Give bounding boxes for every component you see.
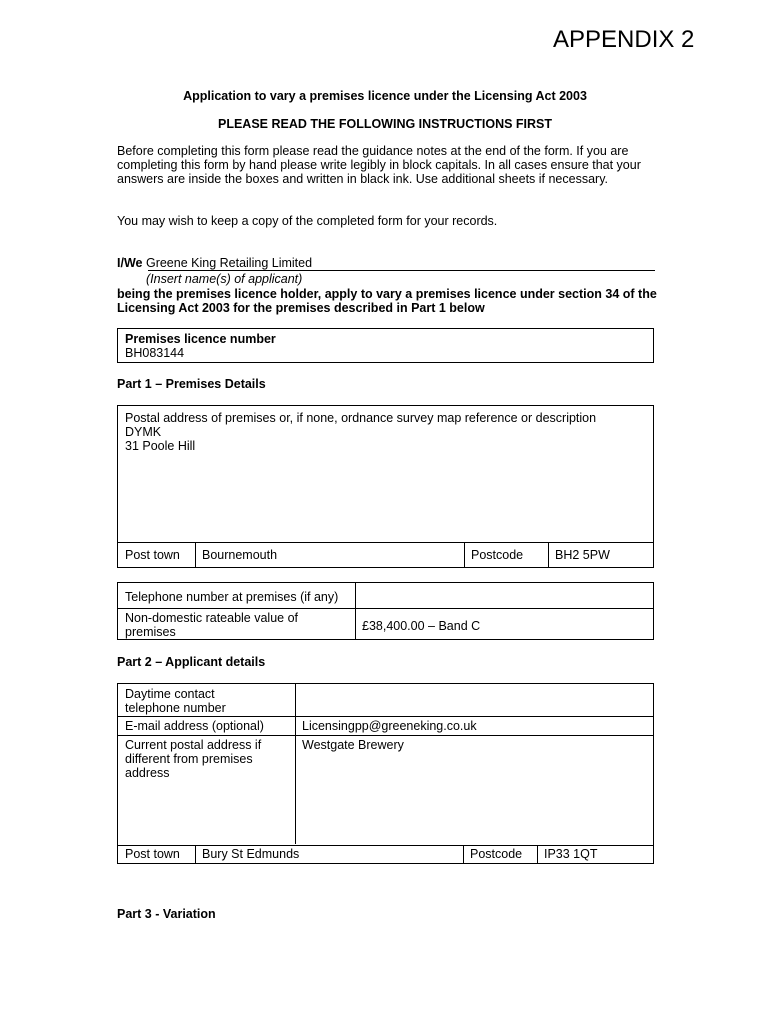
applicant-details-box [117,683,654,864]
applicant-postcode-label: Postcode [470,847,523,861]
part1-heading: Part 1 – Premises Details [117,377,266,391]
divider [118,845,653,846]
daytime-phone-label: Daytime contact telephone number [125,687,226,715]
applicant-line [117,256,312,270]
applicant-underline [148,270,655,271]
premises-telephone-label: Telephone number at premises (if any) [125,590,339,604]
email-value[interactable]: Licensingpp@greeneking.co.uk [302,719,477,733]
applicant-postcode[interactable]: IP33 1QT [544,847,598,861]
instructions-text: Before completing this form please read the guidance notes at the end of the form. If you are completing this form by hand please write legibly in block capitals. In all cases ensure that your answers are inside the boxes and written in black ink. Use additional sheets if necessary. [117,144,641,186]
premises-post-town[interactable]: Bournemouth [202,548,278,562]
premises-address-label: Postal address of premises or, if none, ordnance survey map reference or description [125,411,597,425]
part3-heading: Part 3 - Variation [117,907,216,921]
copy-note: You may wish to keep a copy of the completed form for your records. [117,214,498,228]
rateable-value[interactable]: £38,400.00 – Band C [362,619,481,633]
licence-number-value[interactable]: BH083144 [125,346,185,360]
applicant-post-town-label: Post town [125,847,180,861]
licence-number-label: Premises licence number [125,332,276,346]
premises-post-town-label: Post town [125,548,180,562]
insert-hint: (Insert name(s) of applicant) [146,272,303,286]
applicant-label: I/We [117,256,143,270]
form-title: Application to vary a premises licence under the Licensing Act 2003 [183,89,587,103]
current-address-label: Current postal address if different from premises address [125,738,262,780]
premises-postcode-label: Postcode [471,548,524,562]
premises-contact-box [117,582,654,640]
divider [118,716,653,717]
divider [295,684,296,844]
applicant-name[interactable]: Greene King Retailing Limited [145,256,313,270]
email-label: E-mail address (optional) [125,719,264,733]
premises-address-box [117,405,654,568]
holder-declaration: being the premises licence holder, apply to vary a premises licence under section 34 of the Licensing Act 2003 for the premises described in Part 1 below [117,287,657,315]
premises-postcode[interactable]: BH2 5PW [555,548,610,562]
instructions-heading: PLEASE READ THE FOLLOWING INSTRUCTIONS FIRST [217,117,553,131]
divider [118,542,653,543]
appendix-label: APPENDIX 2 [553,26,695,53]
licence-number-box [117,328,654,363]
applicant-post-town[interactable]: Bury St Edmunds [202,847,300,861]
premises-address-line2[interactable]: 31 Poole Hill [125,439,196,453]
rateable-value-label: Non-domestic rateable value of premises [125,611,299,639]
divider [118,735,653,736]
divider [118,608,653,609]
premises-address-line1[interactable]: DYMK [125,425,162,439]
part2-heading: Part 2 – Applicant details [117,655,266,669]
current-address[interactable]: Westgate Brewery [302,738,404,752]
